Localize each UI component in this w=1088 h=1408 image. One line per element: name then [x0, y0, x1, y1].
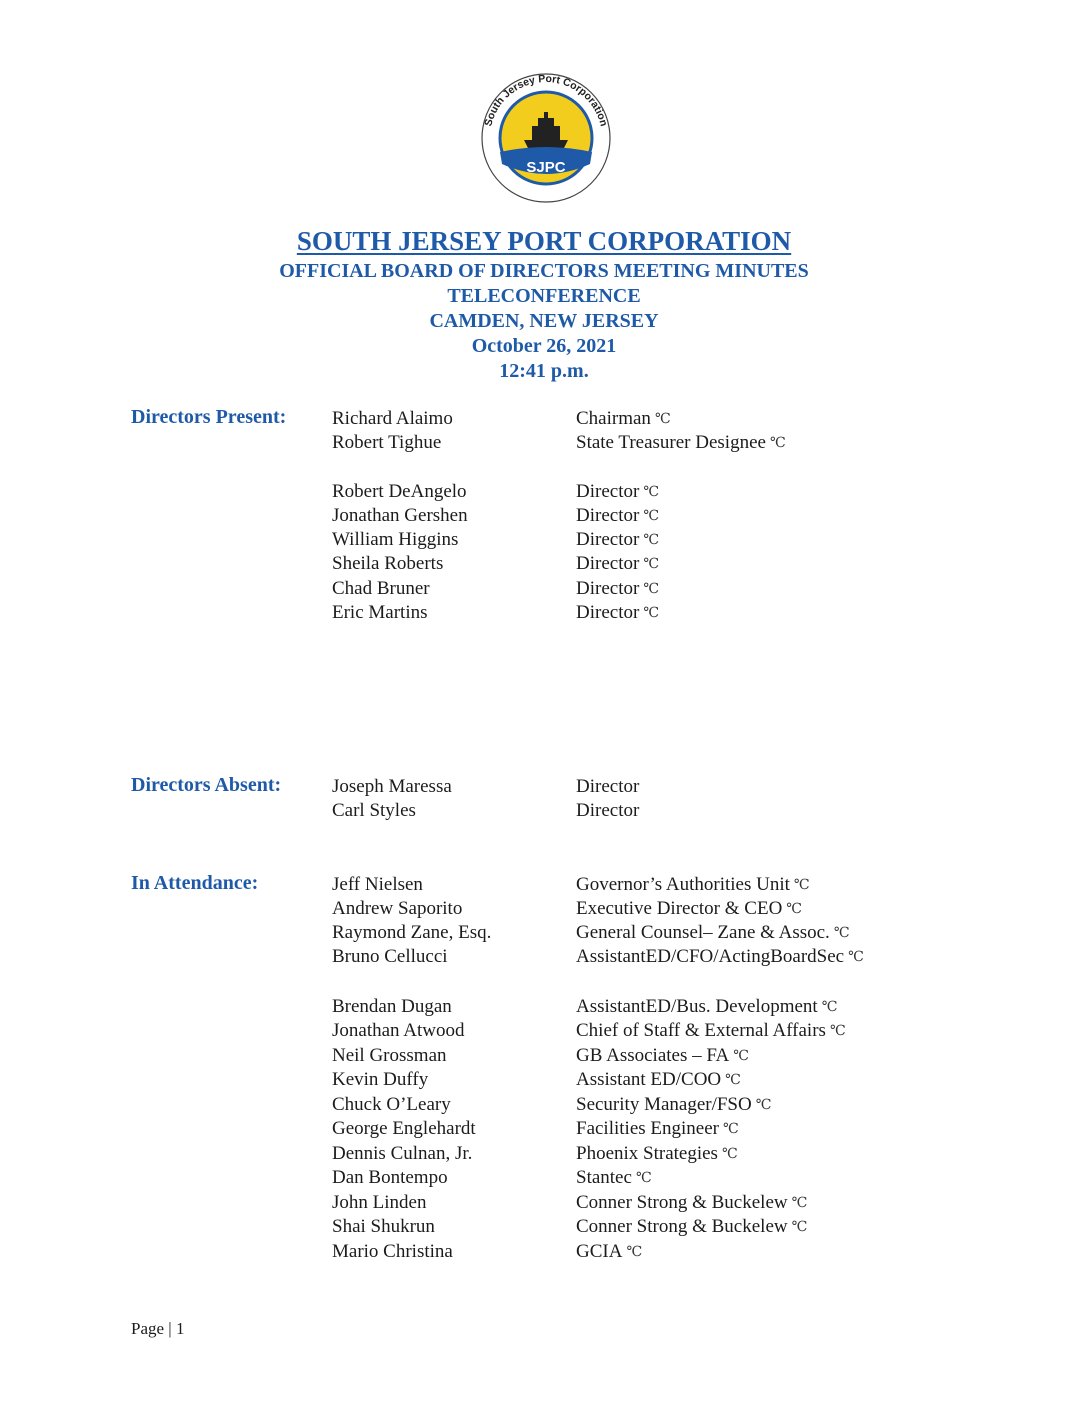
- present-mark-icon: ℃: [769, 436, 786, 451]
- attendee-name: William Higgins: [332, 529, 459, 550]
- present-mark-icon: ℃: [626, 1245, 643, 1260]
- attendee-role: AssistantED/Bus. Development: [576, 996, 818, 1017]
- attendee-role: Chief of Staff & External Affairs: [576, 1020, 826, 1041]
- attendee-role: Director: [576, 505, 640, 526]
- list-item: [0, 1192, 1088, 1216]
- list-item: [0, 1143, 1088, 1167]
- present-mark-icon: ℃: [643, 485, 659, 500]
- present-mark-icon: ℃: [643, 533, 659, 548]
- list-item: [0, 1216, 1088, 1240]
- attendee-name: John Linden: [332, 1192, 427, 1213]
- attendee-name: Bruno Cellucci: [332, 946, 448, 967]
- present-mark-icon: ℃: [721, 1147, 738, 1162]
- attendee-role: AssistantED/CFO/ActingBoardSec: [576, 946, 845, 967]
- attendee-name: Kevin Duffy: [332, 1069, 429, 1090]
- logo-badge-text: SJPC: [526, 159, 566, 176]
- list-item: [0, 1118, 1088, 1142]
- list-item: [0, 776, 1088, 800]
- sjpc-logo: [466, 68, 626, 208]
- attendee-role: Security Manager/FSO: [576, 1094, 752, 1115]
- present-mark-icon: ℃: [793, 878, 810, 893]
- present-mark-icon: ℃: [725, 1073, 741, 1088]
- page-title: SOUTH JERSEY PORT CORPORATION: [296, 226, 792, 256]
- attendee-role: Director: [576, 602, 640, 623]
- meeting-location: CAMDEN, NEW JERSEY: [429, 310, 659, 332]
- attendee-name: Brendan Dugan: [332, 996, 452, 1017]
- attendee-role: GB Associates – FA: [576, 1045, 730, 1066]
- attendee-name: Robert DeAngelo: [332, 481, 467, 502]
- attendee-role: Director: [576, 800, 640, 821]
- attendee-name: Joseph Maressa: [332, 776, 452, 797]
- present-mark-icon: ℃: [654, 412, 671, 427]
- page-subtitle: OFFICIAL BOARD OF DIRECTORS MEETING MINUTES: [279, 260, 809, 282]
- section-label: In Attendance:: [131, 872, 259, 894]
- section-label: Directors Present:: [131, 406, 287, 428]
- list-item: [0, 898, 1088, 922]
- attendee-role: Stantec: [576, 1167, 632, 1188]
- present-mark-icon: ℃: [786, 902, 802, 917]
- attendee-role: Phoenix Strategies: [576, 1143, 718, 1164]
- present-mark-icon: ℃: [635, 1171, 652, 1186]
- attendee-role: Director: [576, 529, 640, 550]
- attendee-role: State Treasurer Designee: [576, 432, 766, 453]
- section-label: Directors Absent:: [131, 774, 282, 796]
- meeting-time: 12:41 p.m.: [499, 360, 589, 382]
- attendee-name: Robert Tighue: [332, 432, 442, 453]
- list-item: [0, 408, 1088, 432]
- list-item: [0, 800, 1088, 824]
- list-item: [0, 996, 1088, 1020]
- present-mark-icon: ℃: [643, 557, 659, 572]
- list-item: [0, 922, 1088, 946]
- attendee-role: Director: [576, 776, 640, 797]
- attendee-role: Executive Director & CEO: [576, 898, 783, 919]
- meeting-type: TELECONFERENCE: [447, 285, 641, 307]
- present-mark-icon: ℃: [829, 1024, 846, 1039]
- attendee-name: Shai Shukrun: [332, 1216, 435, 1237]
- attendee-name: Richard Alaimo: [332, 408, 453, 429]
- list-item: [0, 481, 1088, 505]
- present-mark-icon: ℃: [733, 1049, 749, 1064]
- list-item: [0, 1167, 1088, 1191]
- attendee-role: General Counsel– Zane & Assoc.: [576, 922, 830, 943]
- attendee-name: Chuck O’Leary: [332, 1094, 451, 1115]
- list-item: [0, 1094, 1088, 1118]
- present-mark-icon: ℃: [791, 1196, 808, 1211]
- attendee-name: George Englehardt: [332, 1118, 476, 1139]
- present-mark-icon: ℃: [643, 509, 659, 524]
- list-item: [0, 529, 1088, 553]
- attendee-role: Director: [576, 481, 640, 502]
- present-mark-icon: ℃: [833, 926, 850, 941]
- present-mark-icon: ℃: [643, 606, 659, 621]
- list-item: [0, 1241, 1088, 1265]
- present-mark-icon: ℃: [643, 582, 659, 597]
- attendee-role: Assistant ED/COO: [576, 1069, 722, 1090]
- attendee-name: Chad Bruner: [332, 578, 430, 599]
- present-mark-icon: ℃: [791, 1220, 808, 1235]
- attendee-name: Eric Martins: [332, 602, 428, 623]
- attendee-name: Raymond Zane, Esq.: [332, 922, 492, 943]
- list-item: [0, 602, 1088, 626]
- attendee-name: Sheila Roberts: [332, 553, 444, 574]
- attendee-name: Mario Christina: [332, 1241, 453, 1262]
- present-mark-icon: ℃: [821, 1000, 838, 1015]
- list-item: [0, 553, 1088, 577]
- list-item: [0, 1069, 1088, 1093]
- list-item: [0, 946, 1088, 970]
- attendee-name: Jonathan Gershen: [332, 505, 468, 526]
- attendee-role: Conner Strong & Buckelew: [576, 1216, 788, 1237]
- attendee-role: Director: [576, 553, 640, 574]
- attendee-name: Neil Grossman: [332, 1045, 447, 1066]
- present-mark-icon: ℃: [722, 1122, 739, 1137]
- attendee-role: GCIA: [576, 1241, 623, 1262]
- attendee-role: Director: [576, 578, 640, 599]
- list-item: [0, 432, 1088, 456]
- list-item: [0, 505, 1088, 529]
- list-item: [0, 1045, 1088, 1069]
- attendee-name: Jonathan Atwood: [332, 1020, 465, 1041]
- meeting-date: October 26, 2021: [471, 335, 617, 357]
- attendee-name: Andrew Saporito: [332, 898, 463, 919]
- present-mark-icon: ℃: [755, 1098, 772, 1113]
- attendee-role: Chairman: [576, 408, 651, 429]
- logo-ring-text: South Jersey Port Corporation: [482, 72, 610, 128]
- attendee-name: Carl Styles: [332, 800, 416, 821]
- attendee-name: Dan Bontempo: [332, 1167, 448, 1188]
- list-item: [0, 1020, 1088, 1044]
- attendee-name: Dennis Culnan, Jr.: [332, 1143, 473, 1164]
- attendee-role: Governor’s Authorities Unit: [576, 874, 790, 895]
- page-number: Page | 1: [131, 1319, 185, 1338]
- attendee-role: Facilities Engineer: [576, 1118, 719, 1139]
- list-item: [0, 578, 1088, 602]
- present-mark-icon: ℃: [848, 950, 864, 965]
- list-item: [0, 874, 1088, 898]
- attendee-role: Conner Strong & Buckelew: [576, 1192, 788, 1213]
- attendee-name: Jeff Nielsen: [332, 874, 423, 895]
